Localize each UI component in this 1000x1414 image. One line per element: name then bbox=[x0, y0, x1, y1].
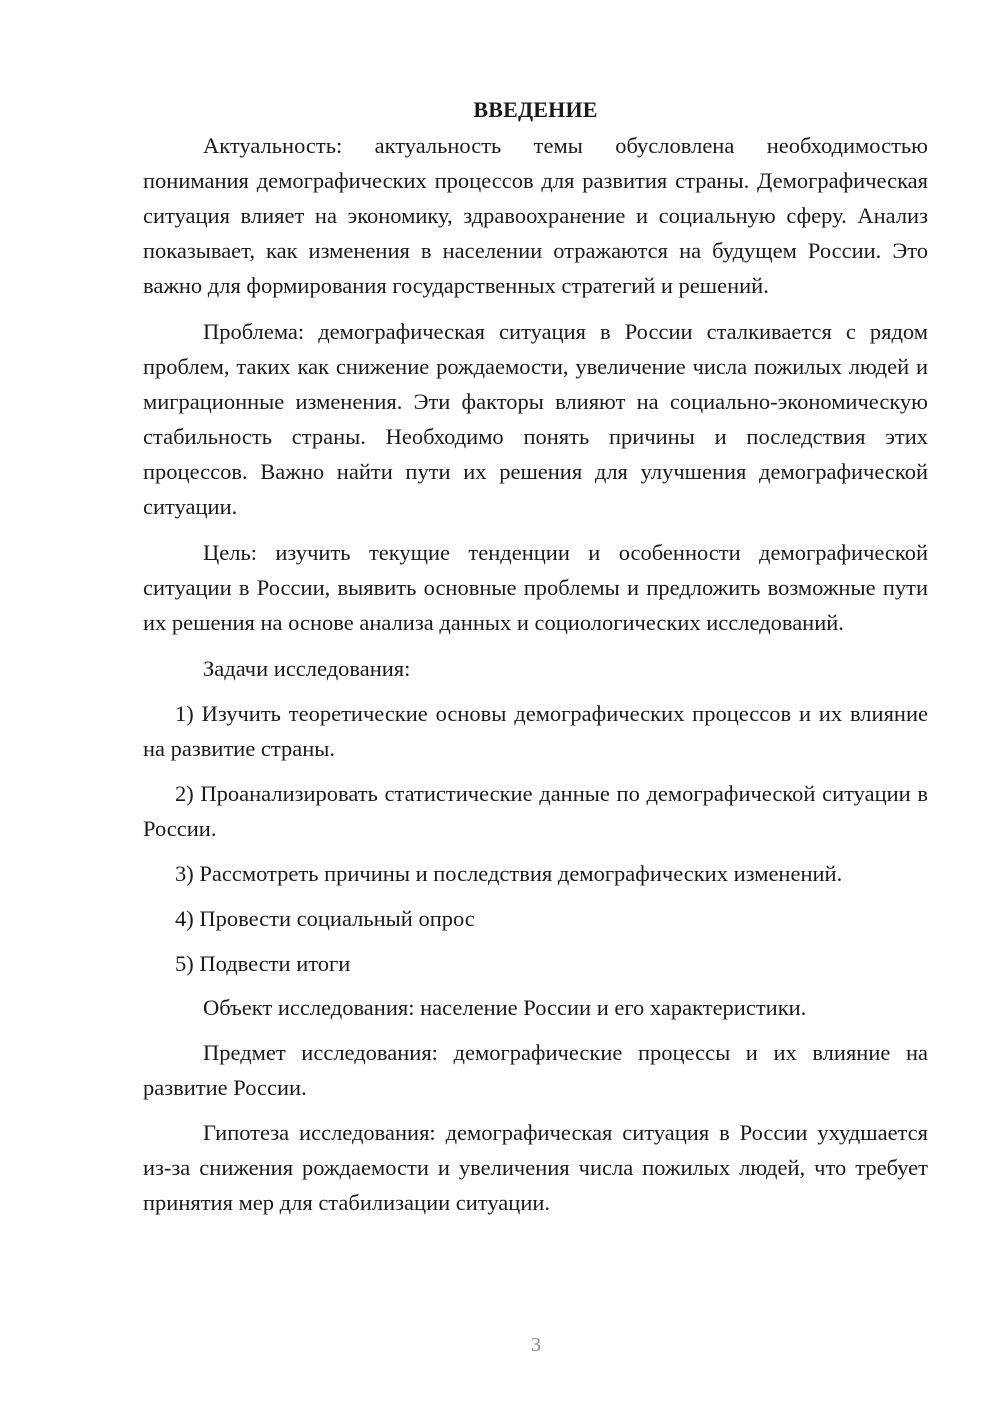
task-item-5: 5) Подвести итоги bbox=[175, 951, 351, 976]
section-heading: ВВЕДЕНИЕ bbox=[473, 97, 598, 122]
document-page bbox=[143, 94, 928, 1220]
task-item-2: 2) Проанализировать статистические данные по демографической ситуации в России. bbox=[143, 781, 928, 841]
tasks-heading: Задачи исследования: bbox=[203, 656, 411, 681]
subject-paragraph: Предмет исследования: демографические процессы и их влияние на развитие России. bbox=[143, 1040, 928, 1100]
relevance-paragraph: Актуальность: актуальность темы обусловлена необходимостью понимания демографических процессов для развития страны. Демографическая ситуация влияет на экономику, здравоохранение и социальную сферу. Анализ показывает, как изменения в населении отражаются на будущем России. Это важно для формирования государственных стратегий и решений. bbox=[143, 133, 928, 298]
task-item-1: 1) Изучить теоретические основы демографических процессов и их влияние на развитие страны. bbox=[143, 701, 928, 761]
hypothesis-paragraph: Гипотеза исследования: демографическая ситуация в России ухудшается из-за снижения рождаемости и увеличения числа пожилых людей, что требует принятия мер для стабилизации ситуации. bbox=[143, 1120, 928, 1215]
page-number: 3 bbox=[531, 1334, 541, 1356]
problem-paragraph: Проблема: демографическая ситуация в России сталкивается с рядом проблем, таких как снижение рождаемости, увеличение числа пожилых людей и миграционные изменения. Эти факторы влияют на социально-экономическую стабильность страны. Необходимо понять причины и последствия этих процессов. Важно найти пути их решения для улучшения демографической ситуации. bbox=[143, 319, 928, 519]
task-item-3: 3) Рассмотреть причины и последствия демографических изменений. bbox=[175, 861, 843, 886]
object-paragraph: Объект исследования: население России и его характеристики. bbox=[203, 995, 807, 1020]
goal-paragraph: Цель: изучить текущие тенденции и особенности демографической ситуации в России, выявить основные проблемы и предложить возможные пути их решения на основе анализа данных и социологических исследований. bbox=[143, 540, 928, 635]
task-item-4: 4) Провести социальный опрос bbox=[175, 906, 475, 931]
